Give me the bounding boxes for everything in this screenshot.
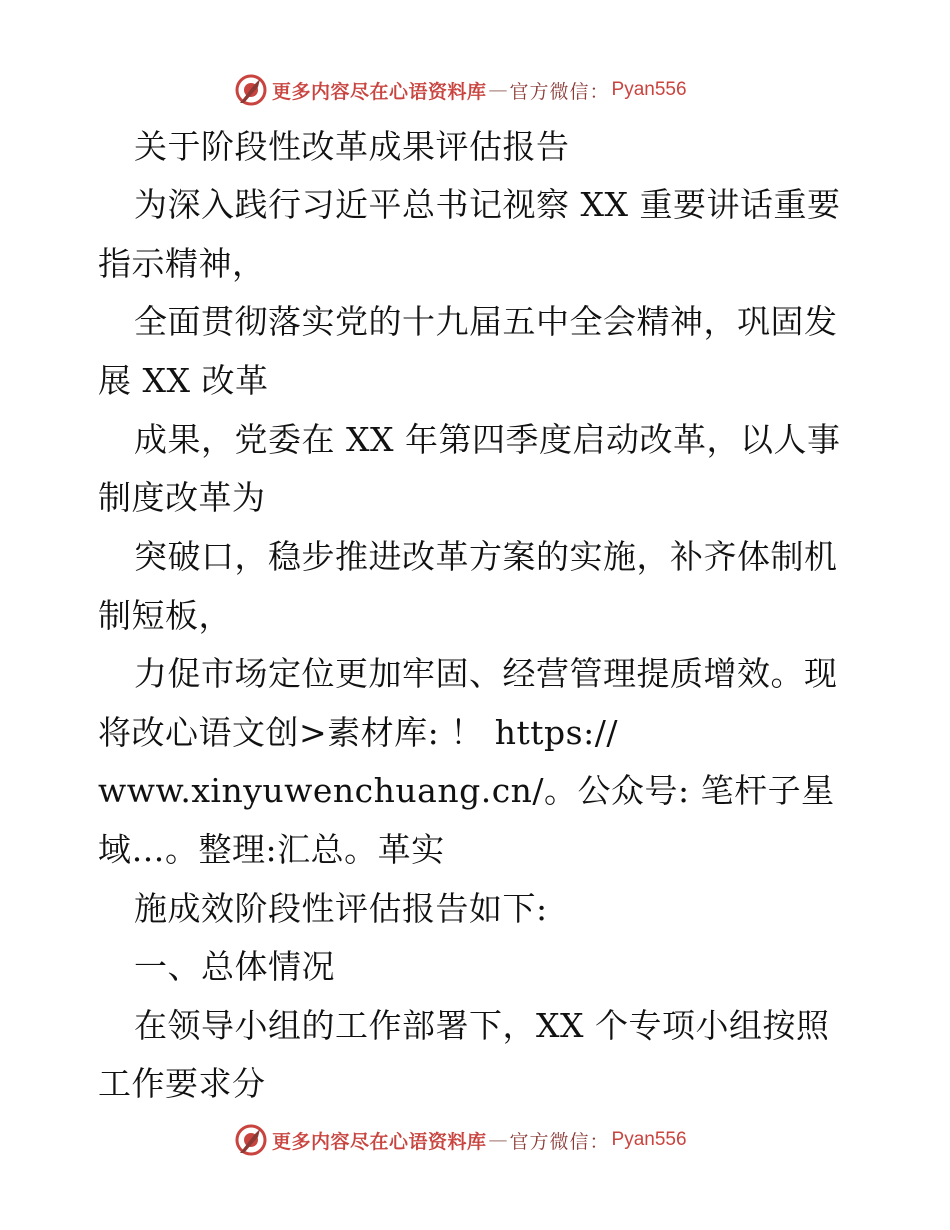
document-title: 关于阶段性改革成果评估报告 bbox=[134, 127, 570, 166]
paragraph-line: www.xinyuwenchuang.cn/。公众号: 笔杆子星 bbox=[98, 771, 835, 810]
wechat-label: 官方微信： bbox=[509, 80, 610, 103]
banner-dash: — bbox=[488, 1129, 508, 1151]
paragraph-line: 制短板， bbox=[98, 596, 232, 635]
paragraph-line: 指示精神， bbox=[98, 244, 266, 283]
paragraph-line: 域…。整理:汇总。革实 bbox=[98, 830, 445, 869]
paragraph-line: 全面贯彻落实党的十九届五中全会精神，巩固发 bbox=[134, 302, 838, 341]
paragraph-line: 突破口，稳步推进改革方案的实施，补齐体制机 bbox=[134, 537, 838, 576]
footer-banner[interactable] bbox=[234, 1122, 714, 1158]
banner-text: 更多内容尽在心语资料库 bbox=[272, 80, 487, 103]
section-heading: 一、总体情况 bbox=[134, 947, 335, 986]
paragraph-line: 在领导小组的工作部署下，XX 个专项小组按照 bbox=[134, 1006, 830, 1045]
paragraph-line: 施成效阶段性评估报告如下: bbox=[134, 889, 548, 928]
paragraph-line: 展 XX 改革 bbox=[98, 361, 269, 400]
logo-icon bbox=[234, 1123, 268, 1157]
paragraph-line: 为深入践行习近平总书记视察 XX 重要讲话重要 bbox=[134, 185, 841, 224]
banner-dash: — bbox=[488, 79, 508, 101]
paragraph-line: 力促市场定位更加牢固、经营管理提质增效。现 bbox=[134, 654, 838, 693]
banner-text: 更多内容尽在心语资料库 bbox=[272, 1130, 487, 1153]
logo-icon bbox=[234, 73, 268, 107]
paragraph-line: 将改心语文创>素材库: ！ https:// bbox=[98, 713, 618, 752]
paragraph-line: 制度改革为 bbox=[98, 478, 266, 517]
wechat-label: 官方微信： bbox=[509, 1130, 610, 1153]
wechat-id: Pyan556 bbox=[611, 79, 687, 100]
paragraph-line: 成果，党委在 XX 年第四季度启动改革，以人事 bbox=[134, 420, 841, 459]
wechat-id: Pyan556 bbox=[611, 1129, 687, 1150]
paragraph-line: 工作要求分 bbox=[98, 1064, 266, 1103]
header-banner[interactable] bbox=[234, 72, 714, 108]
